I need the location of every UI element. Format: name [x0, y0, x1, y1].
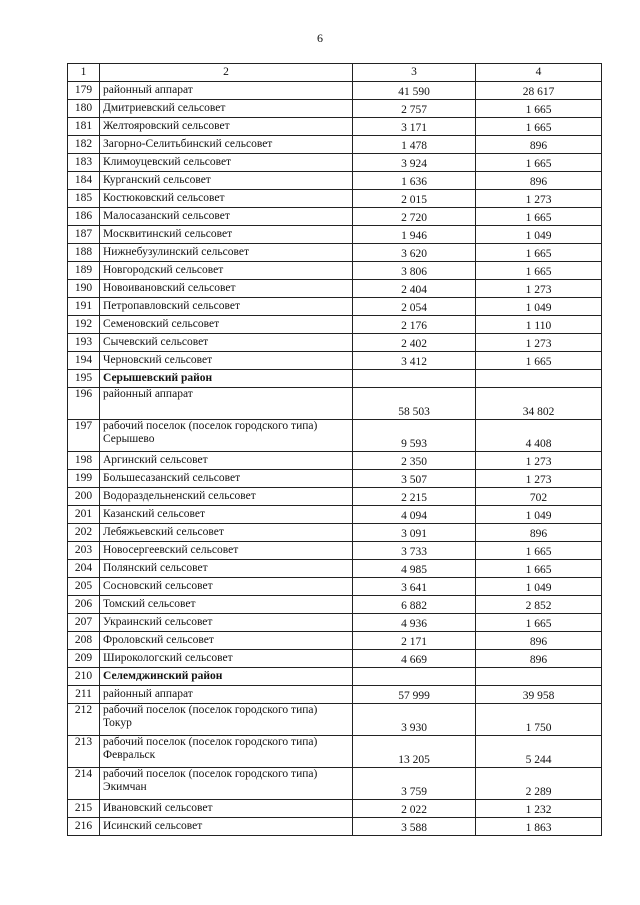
- page-number: 6: [317, 31, 323, 45]
- table-row: [68, 668, 602, 686]
- row-value-4: 1 049: [476, 506, 602, 524]
- row-name: Курганский сельсовет: [100, 172, 353, 190]
- row-number: 215: [68, 800, 100, 818]
- row-name: Исинский сельсовет: [100, 818, 353, 836]
- table-row: [68, 420, 602, 452]
- table-row: [68, 244, 602, 262]
- table-body: [68, 64, 602, 836]
- row-number: 179: [68, 82, 100, 100]
- table-header-row: [68, 64, 602, 82]
- table-row: [68, 596, 602, 614]
- row-number: 195: [68, 370, 100, 388]
- row-value-4: 1 665: [476, 614, 602, 632]
- row-name: Сосновский сельсовет: [100, 578, 353, 596]
- row-name: Москвитинский сельсовет: [100, 226, 353, 244]
- row-value-3: 13 205: [353, 736, 476, 768]
- row-value-3: 4 669: [353, 650, 476, 668]
- row-number: 197: [68, 420, 100, 452]
- row-name: Желтояровский сельсовет: [100, 118, 353, 136]
- row-name: Дмитриевский сельсовет: [100, 100, 353, 118]
- row-value-3: 4 094: [353, 506, 476, 524]
- table-row: [68, 542, 602, 560]
- row-value-4: 702: [476, 488, 602, 506]
- row-value-3: 2 215: [353, 488, 476, 506]
- row-value-3: 2 171: [353, 632, 476, 650]
- row-name: Климоуцевский сельсовет: [100, 154, 353, 172]
- row-value-3: 57 999: [353, 686, 476, 704]
- table-row: [68, 208, 602, 226]
- row-value-4: 1 232: [476, 800, 602, 818]
- row-value-3: 4 936: [353, 614, 476, 632]
- table-row: [68, 560, 602, 578]
- row-name: районный аппарат: [100, 82, 353, 100]
- row-number: 188: [68, 244, 100, 262]
- row-number: 182: [68, 136, 100, 154]
- row-value-4: 39 958: [476, 686, 602, 704]
- row-value-3: [353, 668, 476, 686]
- row-name: Новоивановский сельсовет: [100, 280, 353, 298]
- row-value-4: [476, 668, 602, 686]
- row-value-3: 3 588: [353, 818, 476, 836]
- row-value-4: 4 408: [476, 420, 602, 452]
- row-value-3: 3 507: [353, 470, 476, 488]
- row-number: 212: [68, 704, 100, 736]
- row-value-4: 896: [476, 172, 602, 190]
- row-number: 209: [68, 650, 100, 668]
- row-value-4: 34 802: [476, 388, 602, 420]
- row-name: Томский сельсовет: [100, 596, 353, 614]
- header-cell-4: 4: [476, 64, 602, 82]
- row-value-3: 4 985: [353, 560, 476, 578]
- row-number: 187: [68, 226, 100, 244]
- row-number: 203: [68, 542, 100, 560]
- row-name: Широкологский сельсовет: [100, 650, 353, 668]
- row-name: Серышевский район: [100, 370, 353, 388]
- row-number: 211: [68, 686, 100, 704]
- row-value-3: 3 091: [353, 524, 476, 542]
- row-number: 216: [68, 818, 100, 836]
- row-name: Украинский сельсовет: [100, 614, 353, 632]
- row-number: 184: [68, 172, 100, 190]
- table-row: [68, 370, 602, 388]
- row-value-3: 1 636: [353, 172, 476, 190]
- row-value-4: 1 273: [476, 334, 602, 352]
- row-value-4: 1 665: [476, 262, 602, 280]
- row-value-3: 2 054: [353, 298, 476, 316]
- row-number: 198: [68, 452, 100, 470]
- row-value-3: 1 946: [353, 226, 476, 244]
- row-number: 206: [68, 596, 100, 614]
- row-value-3: 3 759: [353, 768, 476, 800]
- row-name: Казанский сельсовет: [100, 506, 353, 524]
- row-name: районный аппарат: [100, 686, 353, 704]
- row-value-3: 3 171: [353, 118, 476, 136]
- row-value-3: 3 412: [353, 352, 476, 370]
- table-row: [68, 470, 602, 488]
- row-name: Малосазанский сельсовет: [100, 208, 353, 226]
- row-number: 207: [68, 614, 100, 632]
- table-row: [68, 316, 602, 334]
- row-name: Аргинский сельсовет: [100, 452, 353, 470]
- row-name: Водораздельненский сельсовет: [100, 488, 353, 506]
- row-value-3: 2 015: [353, 190, 476, 208]
- table-row: [68, 614, 602, 632]
- row-name: рабочий поселок (поселок городского типа) Серышево: [100, 420, 353, 452]
- table-row: [68, 334, 602, 352]
- row-value-3: 2 402: [353, 334, 476, 352]
- row-name: Сычевский сельсовет: [100, 334, 353, 352]
- row-name: Новгородский сельсовет: [100, 262, 353, 280]
- row-value-4: 896: [476, 136, 602, 154]
- row-value-4: 1 665: [476, 208, 602, 226]
- row-value-4: 1 665: [476, 560, 602, 578]
- row-name: Нижнебузулинский сельсовет: [100, 244, 353, 262]
- table-row: [68, 280, 602, 298]
- row-name: Семеновский сельсовет: [100, 316, 353, 334]
- row-name: рабочий поселок (поселок городского типа) Токур: [100, 704, 353, 736]
- header-cell-2: 2: [100, 64, 353, 82]
- row-name: Новосергеевский сельсовет: [100, 542, 353, 560]
- row-name: рабочий поселок (поселок городского типа) Экимчан: [100, 768, 353, 800]
- row-value-4: 896: [476, 632, 602, 650]
- row-number: 201: [68, 506, 100, 524]
- table-row: [68, 82, 602, 100]
- row-value-4: 1 750: [476, 704, 602, 736]
- row-name: Большесазанский сельсовет: [100, 470, 353, 488]
- row-name: районный аппарат: [100, 388, 353, 420]
- row-value-4: 1 049: [476, 226, 602, 244]
- table-row: [68, 298, 602, 316]
- row-value-4: 28 617: [476, 82, 602, 100]
- row-value-4: 1 273: [476, 280, 602, 298]
- row-name: Фроловский сельсовет: [100, 632, 353, 650]
- row-value-4: 2 852: [476, 596, 602, 614]
- row-value-3: [353, 370, 476, 388]
- table-row: [68, 100, 602, 118]
- row-number: 191: [68, 298, 100, 316]
- row-value-3: 3 620: [353, 244, 476, 262]
- table-row: [68, 704, 602, 736]
- row-value-3: 6 882: [353, 596, 476, 614]
- row-number: 205: [68, 578, 100, 596]
- table-row: [68, 226, 602, 244]
- table-row: [68, 118, 602, 136]
- row-value-3: 58 503: [353, 388, 476, 420]
- row-number: 185: [68, 190, 100, 208]
- row-name: Ивановский сельсовет: [100, 800, 353, 818]
- row-value-3: 1 478: [353, 136, 476, 154]
- row-value-3: 9 593: [353, 420, 476, 452]
- row-number: 180: [68, 100, 100, 118]
- table-row: [68, 768, 602, 800]
- row-name: Черновский сельсовет: [100, 352, 353, 370]
- row-number: 213: [68, 736, 100, 768]
- row-value-4: 1 273: [476, 470, 602, 488]
- table-row: [68, 388, 602, 420]
- row-number: 202: [68, 524, 100, 542]
- row-value-3: 2 404: [353, 280, 476, 298]
- row-number: 190: [68, 280, 100, 298]
- table-row: [68, 736, 602, 768]
- table-row: [68, 578, 602, 596]
- row-number: 193: [68, 334, 100, 352]
- row-name: Селемджинский район: [100, 668, 353, 686]
- row-value-3: 3 930: [353, 704, 476, 736]
- row-value-3: 3 641: [353, 578, 476, 596]
- table-row: [68, 650, 602, 668]
- row-value-4: 1 665: [476, 100, 602, 118]
- row-value-4: 1 273: [476, 452, 602, 470]
- row-value-4: 896: [476, 650, 602, 668]
- table-row: [68, 524, 602, 542]
- row-value-4: 1 665: [476, 244, 602, 262]
- row-value-4: 1 665: [476, 118, 602, 136]
- row-number: 210: [68, 668, 100, 686]
- header-cell-3: 3: [353, 64, 476, 82]
- table-row: [68, 506, 602, 524]
- row-value-4: 2 289: [476, 768, 602, 800]
- row-value-4: [476, 370, 602, 388]
- table-row: [68, 452, 602, 470]
- row-name: Петропавловский сельсовет: [100, 298, 353, 316]
- row-name: Лебяжьевский сельсовет: [100, 524, 353, 542]
- row-value-4: 5 244: [476, 736, 602, 768]
- row-value-4: 1 273: [476, 190, 602, 208]
- table-row: [68, 686, 602, 704]
- row-number: 199: [68, 470, 100, 488]
- row-number: 214: [68, 768, 100, 800]
- table-row: [68, 488, 602, 506]
- table-row: [68, 632, 602, 650]
- row-name: Загорно-Селитьбинский сельсовет: [100, 136, 353, 154]
- row-number: 181: [68, 118, 100, 136]
- row-number: 204: [68, 560, 100, 578]
- row-value-4: 1 665: [476, 352, 602, 370]
- row-number: 208: [68, 632, 100, 650]
- table-row: [68, 172, 602, 190]
- table-row: [68, 154, 602, 172]
- row-value-4: 1 863: [476, 818, 602, 836]
- table-row: [68, 800, 602, 818]
- row-value-4: 1 665: [476, 154, 602, 172]
- row-number: 189: [68, 262, 100, 280]
- row-number: 186: [68, 208, 100, 226]
- row-value-3: 3 924: [353, 154, 476, 172]
- row-value-3: 2 757: [353, 100, 476, 118]
- table-row: [68, 190, 602, 208]
- row-value-3: 2 176: [353, 316, 476, 334]
- row-value-3: 2 720: [353, 208, 476, 226]
- row-name: Костюковский сельсовет: [100, 190, 353, 208]
- row-value-3: 2 022: [353, 800, 476, 818]
- row-value-3: 2 350: [353, 452, 476, 470]
- row-name: рабочий поселок (поселок городского типа) Февральск: [100, 736, 353, 768]
- data-table: [67, 63, 602, 836]
- header-cell-1: 1: [68, 64, 100, 82]
- table-row: [68, 136, 602, 154]
- row-number: 194: [68, 352, 100, 370]
- row-number: 200: [68, 488, 100, 506]
- table-row: [68, 352, 602, 370]
- row-number: 192: [68, 316, 100, 334]
- row-value-4: 896: [476, 524, 602, 542]
- row-value-4: 1 110: [476, 316, 602, 334]
- row-value-4: 1 049: [476, 578, 602, 596]
- row-value-3: 41 590: [353, 82, 476, 100]
- row-value-4: 1 665: [476, 542, 602, 560]
- row-value-3: 3 806: [353, 262, 476, 280]
- row-value-4: 1 049: [476, 298, 602, 316]
- row-number: 183: [68, 154, 100, 172]
- table-row: [68, 818, 602, 836]
- row-number: 196: [68, 388, 100, 420]
- row-name: Полянский сельсовет: [100, 560, 353, 578]
- row-value-3: 3 733: [353, 542, 476, 560]
- table-row: [68, 262, 602, 280]
